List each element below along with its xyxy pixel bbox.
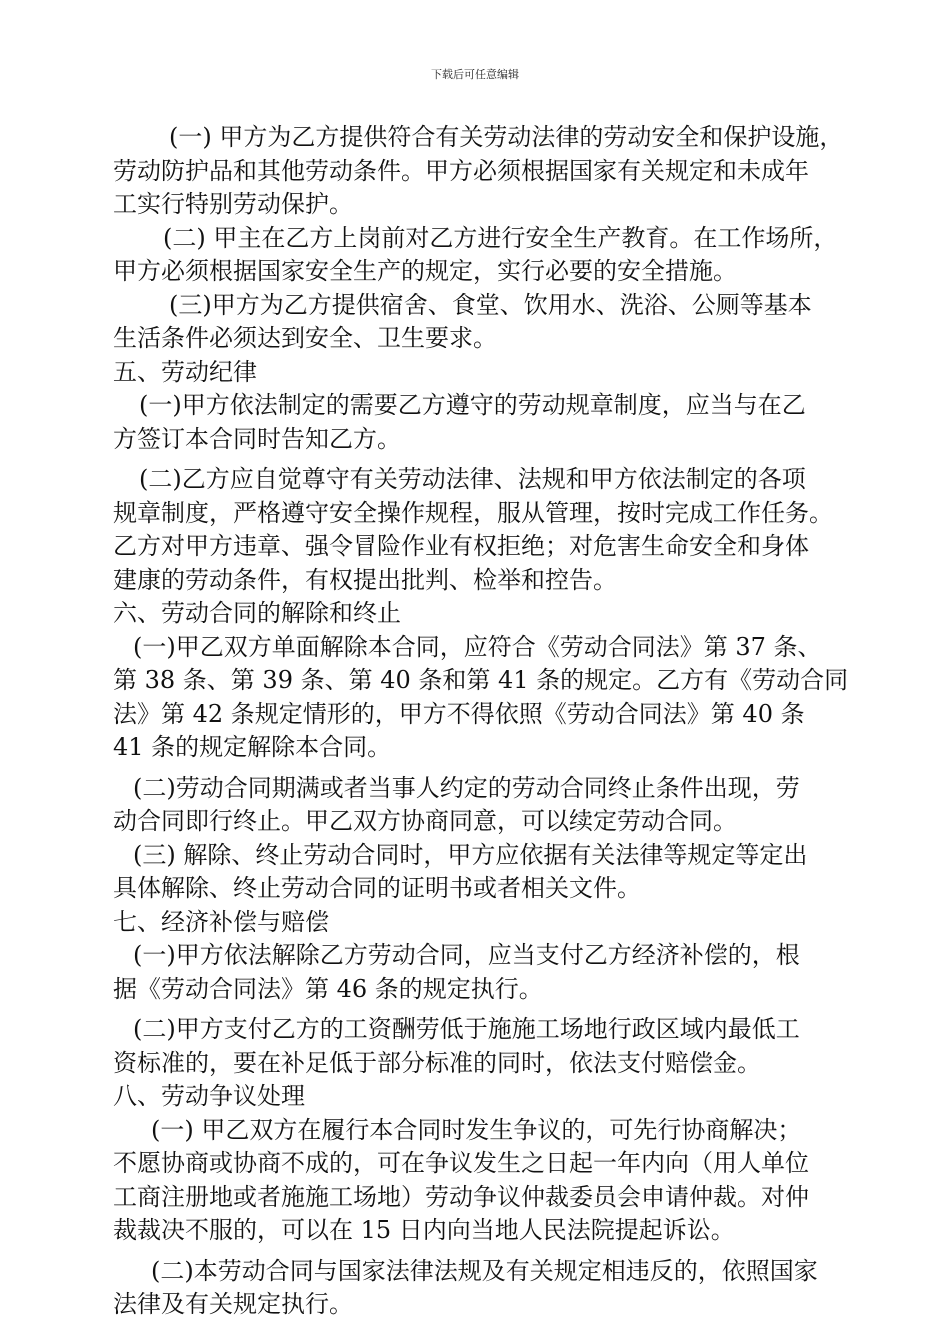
text-line: 劳动防护品和其他劳动条件。甲方必须根据国家有关规定和未成年 [113, 156, 809, 185]
text-line: 工实行特别劳动保护。 [113, 190, 353, 218]
text-line: 法》第 42 条规定情形的，甲方不得依照《劳动合同法》第 40 条 [113, 699, 805, 728]
text-line: (一) 甲乙双方在履行本合同时发生争议的，可先行协商解决； [151, 1115, 802, 1144]
text-line: 工商注册地或者施施工场地）劳动争议仲裁委员会申请仲裁。对仲 [113, 1182, 809, 1211]
text-line: 建康的劳动条件，有权提出批判、检举和控告。 [113, 565, 617, 594]
text-line: (一)甲方依法制定的需要乙方遵守的劳动规章制度，应当与在乙 [139, 391, 806, 419]
text-line: 七、经济补偿与赔偿 [113, 907, 329, 936]
text-line: 41 条的规定解除本合同。 [113, 733, 392, 761]
text-line: 乙方对甲方违章、强令冒险作业有权拒绝；对危害生命安全和身体 [113, 532, 809, 560]
text-line: 六、劳动合同的解除和终止 [113, 599, 401, 627]
text-line: (二) 甲主在乙方上岗前对乙方进行安全生产教育。在工作场所， [163, 223, 838, 252]
text-line: 方签订本合同时告知乙方。 [113, 424, 401, 453]
text-line: (二)本劳动合同与国家法律法规及有关规定相违反的，依照国家 [151, 1256, 818, 1285]
text-line: 八、劳动争议处理 [113, 1082, 305, 1110]
document-body [113, 121, 878, 1322]
text-line: 不愿协商或协商不成的，可在争议发生之日起一年内向（用人单位 [113, 1149, 809, 1177]
text-line: (二)乙方应自觉尊守有关劳动法律、法规和甲方依法制定的各项 [139, 465, 806, 493]
text-line: 第 38 条、第 39 条、第 40 条和第 41 条的规定。乙方有《劳动合同 [113, 666, 849, 694]
text-line: (一) 甲方为乙方提供符合有关劳动法律的劳动安全和保护设施， [169, 123, 844, 151]
text-line: (三)甲方为乙方提供宿舍、食堂、饮用水、洗浴、公厕等基本 [169, 290, 812, 319]
text-line: 具体解除、终止劳动合同的证明书或者相关文件。 [113, 874, 641, 902]
text-line: 动合同即行终止。甲乙双方协商同意，可以续定劳动合同。 [113, 807, 737, 835]
text-line: 甲方必须根据国家安全生产的规定，实行必要的安全措施。 [113, 257, 737, 285]
text-line: 生活条件必须达到安全、卫生要求。 [113, 324, 497, 352]
text-line: 规章制度，严格遵守安全操作规程，服从管理，按时完成工作任务。 [113, 498, 833, 527]
text-line: 据《劳动合同法》第 46 条的规定执行。 [113, 974, 543, 1003]
text-line: 五、劳动纪律 [113, 357, 257, 386]
text-line: (一)甲方依法解除乙方劳动合同，应当支付乙方经济补偿的，根 [133, 941, 800, 969]
text-line: (二)甲方支付乙方的工资酬劳低于施施工场地行政区域内最低工 [133, 1015, 800, 1043]
text-line: 法律及有关规定执行。 [113, 1290, 353, 1318]
page-header: 下载后可任意编辑 [431, 68, 519, 81]
text-line: 裁裁决不服的，可以在 15 日内向当地人民法院提起诉讼。 [113, 1216, 735, 1244]
text-line: (三) 解除、终止劳动合同时，甲方应依据有关法律等规定等定出 [133, 840, 808, 869]
text-line: (一)甲乙双方单面解除本合同，应符合《劳动合同法》第 37 条、 [133, 632, 822, 661]
text-line: 资标准的，要在补足低于部分标准的同时，依法支付赔偿金。 [113, 1048, 761, 1077]
text-line: (二)劳动合同期满或者当事人约定的劳动合同终止条件出现，劳 [133, 773, 800, 802]
